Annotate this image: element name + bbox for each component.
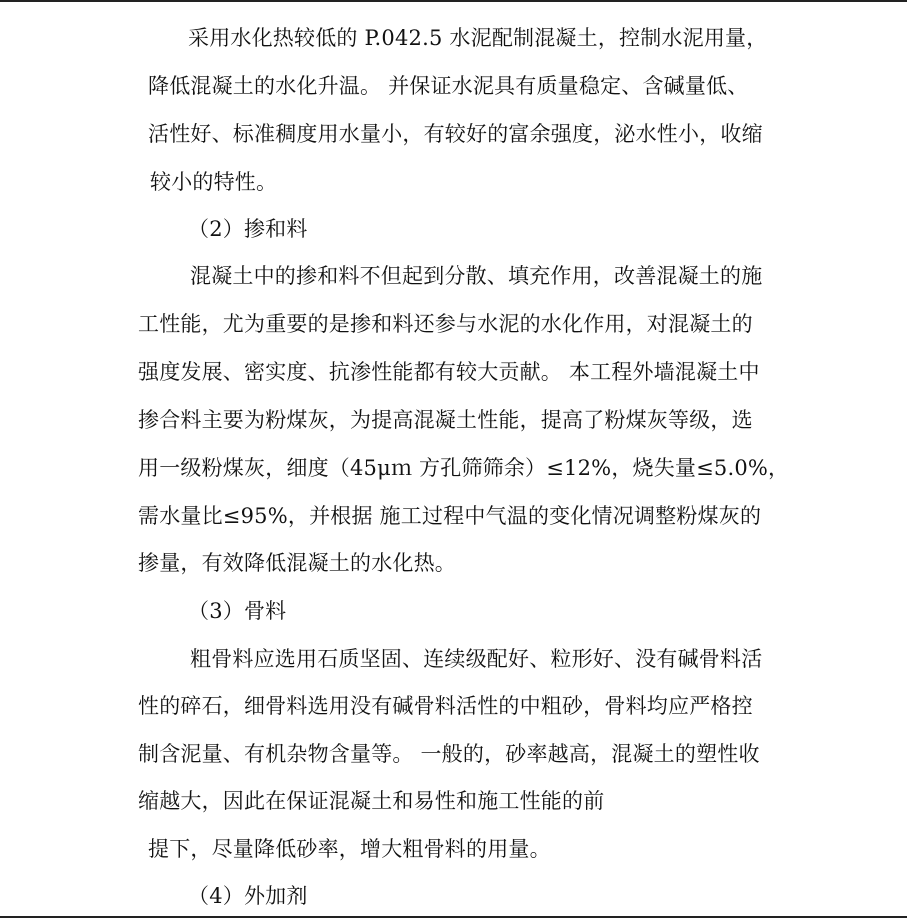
para2-line-3: 强度发展、密实度、抗渗性能都有较大贡献。 本工程外墙混凝土中 bbox=[138, 360, 760, 384]
para2-line-7: 掺量，有效降低混凝土的水化热。 bbox=[138, 551, 456, 575]
para2-line-2: 工性能，尤为重要的是掺和料还参与水泥的水化作用，对混凝土的 bbox=[138, 312, 753, 336]
para3-line-5: 提下，尽量降低砂率，增大粗骨料的用量。 bbox=[148, 837, 551, 861]
para2-line-1: 混凝土中的掺和料不但起到分散、填充作用，改善混凝土的施 bbox=[190, 264, 763, 288]
top-border-line bbox=[0, 0, 907, 2]
para2-line-5: 用一级粉煤灰，细度（45μｍ 方孔筛筛余）≤12%，烧失量≤5.0%， bbox=[138, 456, 790, 480]
para1-line-4: 较小的特性。 bbox=[150, 170, 278, 194]
para1-line-2: 降低混凝土的水化升温。 并保证水泥具有质量稳定、含碱量低、 bbox=[148, 74, 749, 98]
section-heading-4: （4）外加剂 bbox=[188, 884, 308, 908]
section-heading-2: （2）掺和料 bbox=[188, 217, 308, 241]
para2-line-4: 掺合料主要为粉煤灰，为提高混凝土性能，提高了粉煤灰等级，选 bbox=[138, 408, 753, 432]
para1-line-1: 采用水化热较低的 P.042.5 水泥配制混凝土，控制水泥用量， bbox=[188, 26, 768, 50]
para1-line-3: 活性好、标准稠度用水量小，有较好的富余强度，泌水性小，收缩 bbox=[148, 122, 763, 146]
para3-line-1: 粗骨料应选用石质坚固、连续级配好、粒形好、没有碱骨料活 bbox=[190, 647, 763, 671]
section-heading-3: （3）骨料 bbox=[188, 599, 287, 623]
para3-line-3: 制含泥量、有机杂物含量等。 一般的，砂率越高，混凝土的塑性收 bbox=[138, 742, 760, 766]
para2-line-6: 需水量比≤95%，并根据 施工过程中气温的变化情况调整粉煤灰的 bbox=[138, 504, 762, 528]
para3-line-2: 性的碎石，细骨料选用没有碱骨料活性的中粗砂，骨料均应严格控 bbox=[138, 694, 753, 718]
bottom-border-line bbox=[0, 916, 907, 918]
para3-line-4: 缩越大，因此在保证混凝土和易性和施工性能的前 bbox=[138, 789, 605, 813]
